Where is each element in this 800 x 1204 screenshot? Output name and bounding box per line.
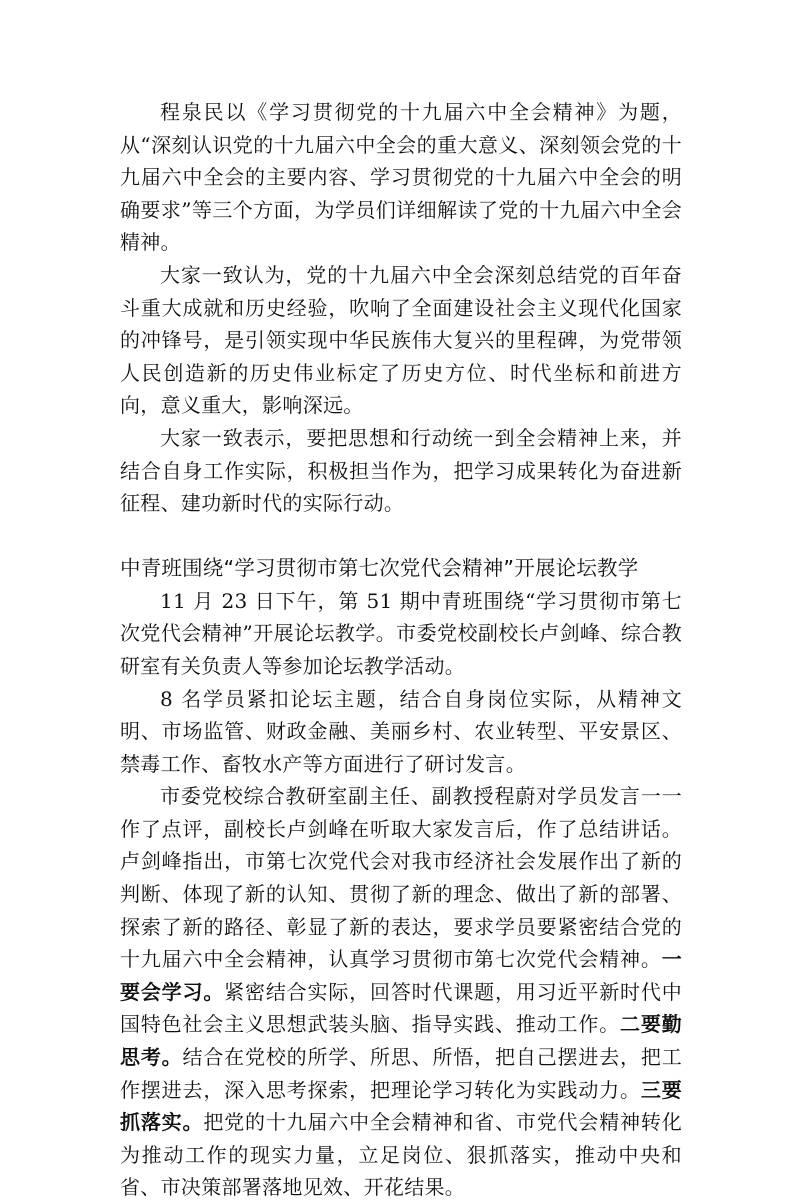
article2-paragraph-2: 8 名学员紧扣论坛主题，结合自身岗位实际，从精神文明、市场监管、财政金融、美丽乡村、农业转型、平安景区、禁毒工作、畜牧水产等方面进行了研讨发言。 xyxy=(120,686,682,776)
point-1-text: 紧密结合实际，回答时代课题，用习近平新时代中国特色社会主义思想武装头脑、指导实践、推动工作。 xyxy=(120,979,682,1037)
point-1-title: 一要会学习。 xyxy=(120,947,682,1004)
paragraph-lead-text: 市委党校综合教研室副主任、副教授程蔚对学员发言一一作了点评，副校长卢剑峰在听取大家发言后，作了总结讲话。卢剑峰指出，市第七次党代会对我市经济社会发展作出了新的判断、体现了新的认知、贯彻了新的理念、做出了新的部署、探索了新的路径、彰显了新的表达，要求学员要紧密结合党的十九届六中全会精神，认真学习贯彻市第七次党代会精神。 xyxy=(120,784,682,972)
point-2-text: 结合在党校的所学、所思、所悟，把自己摆进去，把工作摆进去，深入思考探索，把理论学习转化为实践动力。 xyxy=(120,1045,683,1102)
point-2-title: 二要勤思考。 xyxy=(120,1012,683,1070)
article1-paragraph-3: 大家一致表示，要把思想和行动统一到全会精神上来，并结合自身工作实际，积极担当作为，把学习成果转化为奋进新征程、建功新时代的实际行动。 xyxy=(120,425,682,516)
article2-paragraph-1: 11 月 23 日下午，第 51 期中青班围绕“学习贯彻市第七次党代会精神”开展论坛教学。市委党校副校长卢剑峰、综合教研室有关负责人等参加论坛教学活动。 xyxy=(120,588,682,678)
point-3-title: 三要抓落实。 xyxy=(120,1077,682,1135)
article2-title: 中青班围绕“学习贯彻市第七次党代会精神”开展论坛教学 xyxy=(120,555,639,580)
article1-paragraph-2: 大家一致认为，党的十九届六中全会深刻总结党的百年奋斗重大成就和历史经验，吹响了全面建设社会主义现代化国家的冲锋号，是引领实现中华民族伟大复兴的里程碑，为党带领人民创造新的历史伟业标定了历史方位、时代坐标和前进方向，意义重大，影响深远。 xyxy=(120,262,682,418)
article2-paragraph-3 xyxy=(120,780,682,1204)
section-spacer xyxy=(120,520,682,552)
article1-paragraph-1: 程泉民以《学习贯彻党的十九届六中全会精神》为题，从“深刻认识党的十九届六中全会的重大意义、深刻领会党的十九届六中全会的主要内容、学习贯彻党的十九届六中全会的明确要求”等三个方面，为学员们详细解读了党的十九届六中全会精神。 xyxy=(120,100,682,255)
point-3-text: 把党的十九届六中全会精神和省、市党代会精神转化为推动工作的现实力量，立足岗位、狠抓落实，推动中央和省、市决策部署落地见效、开花结果。 xyxy=(120,1110,682,1200)
